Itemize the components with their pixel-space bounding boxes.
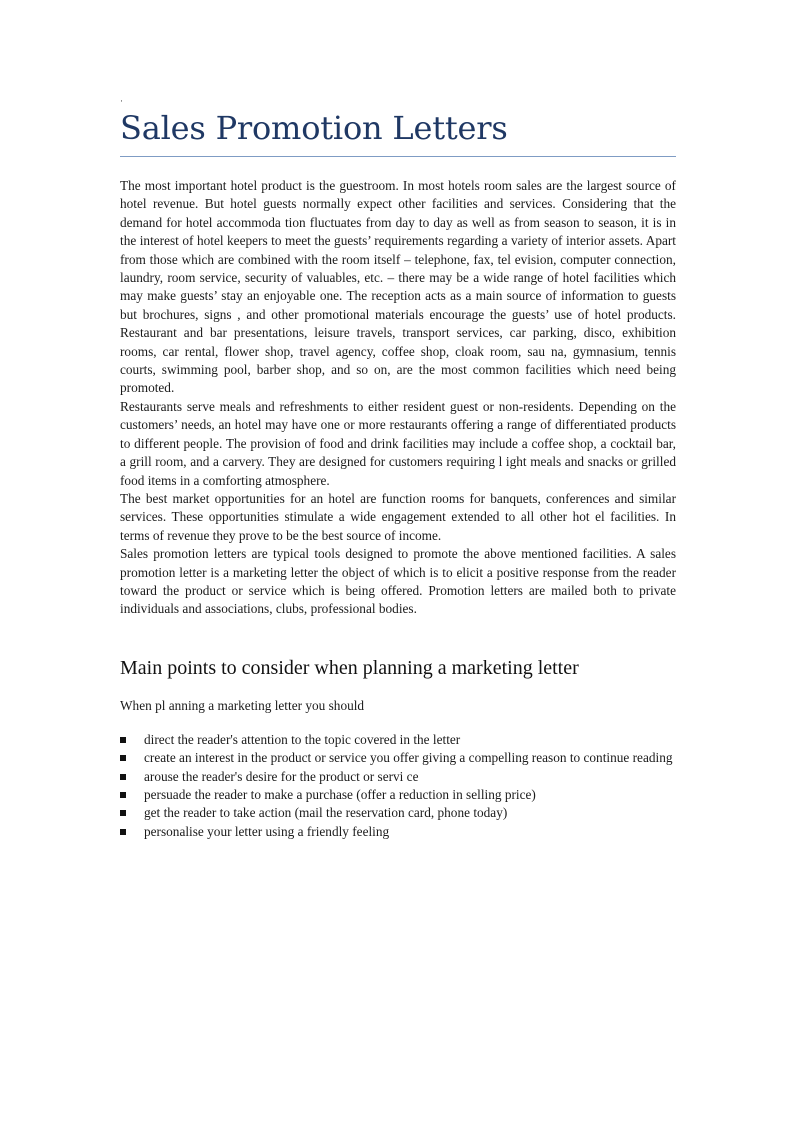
list-item (120, 804, 676, 822)
list-item-text: persuade the reader to make a purchase (offer a reduction in selling price) (144, 786, 536, 802)
list-item (120, 823, 676, 841)
paragraph-mark: · (120, 96, 123, 106)
list-item (120, 731, 676, 749)
section-intro: When pl anning a marketing letter you should (120, 697, 365, 713)
list-item-text: personalise your letter using a friendly feeling (144, 823, 390, 839)
square-bullet-icon (120, 829, 126, 835)
body-paragraph-restaurants: Restaurants serve meals and refreshments to either resident guest or non-residents. Depending on the customers’ needs, an hotel may have one or more restaurants offering a range of differentiated products to different people. The provision of food and drink facilities may include a coffee shop, a cocktail bar, a grill room, and a carvery. They are designed for customers requiring l ight meals and snacks or grilled food items in a comforting atmosphere. (120, 398, 676, 488)
list-item-text: get the reader to take action (mail the reservation card, phone today) (144, 805, 508, 821)
list-item-text: create an interest in the product or service you offer giving a compelling reason to continue reading (144, 750, 673, 766)
square-bullet-icon (120, 810, 126, 816)
list-item-text: direct the reader's attention to the topic covered in the letter (144, 731, 461, 747)
list-item (120, 768, 676, 786)
body-paragraph-function-rooms: The best market opportunities for an hotel are function rooms for banquets, conferences and similar services. These opportunities stimulate a wide engagement extended to all other hot el facilities. In terms of revenue they prove to be the best source of income. (120, 490, 676, 543)
list-item-text: arouse the reader's desire for the product or servi ce (144, 768, 419, 784)
section-heading: Main points to consider when planning a marketing letter (120, 656, 579, 679)
square-bullet-icon (120, 737, 126, 743)
list-item (120, 786, 676, 804)
title-underline-divider (120, 156, 676, 157)
document-title: Sales Promotion Letters (120, 109, 508, 147)
square-bullet-icon (120, 774, 126, 780)
square-bullet-icon (120, 755, 126, 761)
document-page (120, 96, 676, 841)
body-paragraph-guestroom: The most important hotel product is the guestroom. In most hotels room sales are the largest source of hotel revenue. But hotel guests normally expect other facilities and services. Considering that the demand for hotel accommoda tion fluctuates from day to day as well as from season to season, it is in the interest of hotel keepers to meet the guests’ requirements regarding a variety of interior assets. Apart from those which are combined with the room itself – telephone, fax, tel evision, computer connection, laundry, room service, security of valuables, etc. – there may be a wide range of hotel facilities which may make guests’ stay an enjoyable one. The reception acts as a main source of information to guests but brochures, signs , and other promotional materials encourage the guests’ use of hotel products. Restaurant and bar presentations, leisure travels, transport services, car parking, disco, exhibition rooms, car rental, flower shop, travel agency, coffee shop, cloak room, sau na, gymnasium, tennis courts, swimming pool, barber shop, and so on, are the most common facilities which need being promoted. (120, 178, 676, 396)
list-item (120, 749, 676, 767)
bullet-list (120, 731, 676, 841)
body-paragraph-sales-letters: Sales promotion letters are typical tools designed to promote the above mentioned facilities. A sales promotion letter is a marketing letter the object of which is to elicit a positive response from the reader toward the product or service which is being offered. Promotion letters are mailed both to private individuals and associations, clubs, professional bodies. (120, 546, 676, 617)
section-spacer (120, 619, 676, 655)
square-bullet-icon (120, 792, 126, 798)
